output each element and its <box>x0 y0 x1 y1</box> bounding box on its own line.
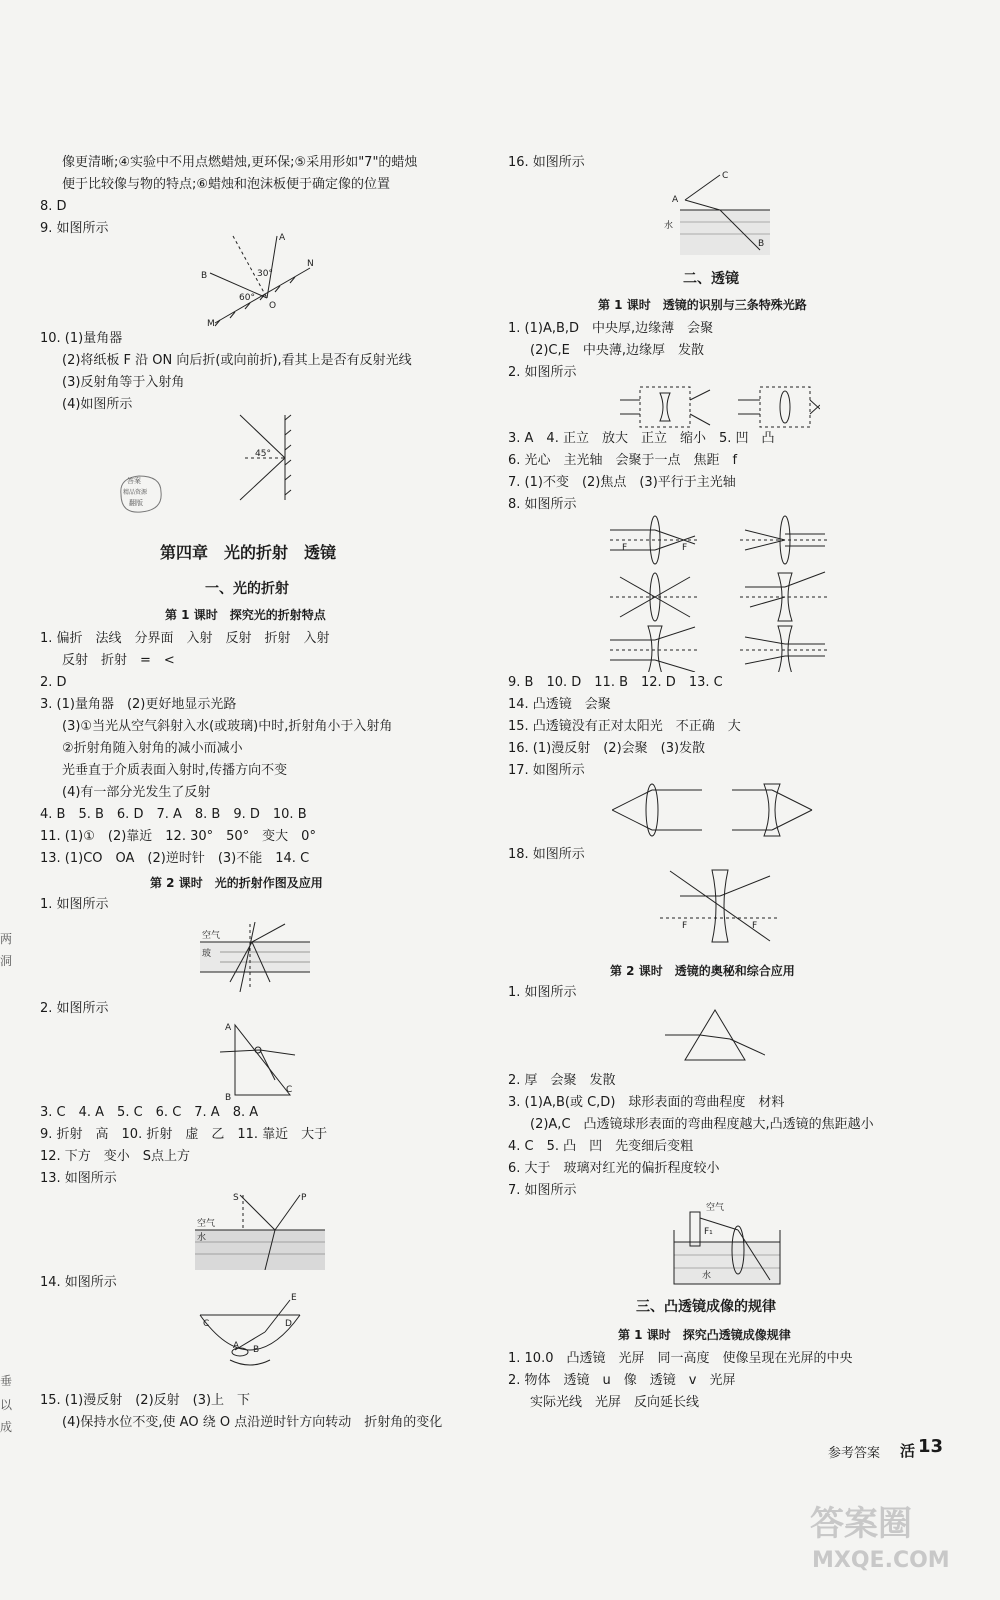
focus-label: F <box>752 921 758 931</box>
answer-line: 16. (1)漫反射 (2)会聚 (3)发散 <box>508 741 706 756</box>
margin-fragment: 洞 <box>0 954 13 968</box>
svg-text:N: N <box>307 259 314 269</box>
svg-text:C: C <box>286 1085 293 1095</box>
answer-line: 13. (1)CO OA (2)逆时针 (3)不能 14. C <box>40 851 310 866</box>
watermark-logo: 答案圈 <box>810 1504 912 1544</box>
answer-line: 像更清晰;④实验中不用点燃蜡烛,更环保;⑤采用形如"7"的蜡烛 <box>62 155 418 170</box>
answer-line: 3. (1)量角器 (2)更好地显示光路 <box>40 697 237 712</box>
answer-line: (2)将纸板 F 沿 ON 向后折(或向前折),看其上是否有反射光线 <box>62 353 412 368</box>
answer-line: 3. (1)A,B(或 C,D) 球形表面的弯曲程度 材料 <box>508 1095 785 1110</box>
figure-right-prism <box>220 1020 300 1100</box>
watermark-url: MXQE.COM <box>812 1548 950 1573</box>
focus-label: F <box>622 543 628 553</box>
lesson-title: 第 2 课时 透镜的奥秘和综合应用 <box>610 964 795 978</box>
answer-line: 1. 如图所示 <box>508 985 577 1000</box>
answer-line: 光垂直于介质表面入射时,传播方向不变 <box>62 763 288 778</box>
svg-text:S: S <box>233 1193 239 1203</box>
answer-line: (2)A,C 凸透镜球形表面的弯曲程度越大,凸透镜的焦距越小 <box>530 1117 874 1132</box>
svg-text:A: A <box>225 1023 232 1033</box>
air-label: 空气 <box>202 931 221 941</box>
figure-lens-boxes-17 <box>612 780 832 840</box>
svg-text:C: C <box>722 171 729 181</box>
svg-text:D: D <box>285 1319 292 1329</box>
answer-line: (4)有一部分光发生了反射 <box>62 785 211 800</box>
figure-diverging-lens-18 <box>660 866 780 946</box>
figure-triangular-prism <box>665 1005 765 1065</box>
figure-water-refraction-S-P <box>195 1190 325 1270</box>
svg-text:30°: 30° <box>257 269 273 279</box>
answer-line: 9. B 10. D 11. B 12. D 13. C <box>508 675 723 690</box>
answer-line: 1. 偏折 法线 分界面 入射 反射 折射 入射 <box>40 631 330 646</box>
lesson-title: 第 1 课时 探究光的折射特点 <box>165 608 326 622</box>
answer-line: 1. 如图所示 <box>40 897 109 912</box>
answer-line: 13. 如图所示 <box>40 1171 117 1186</box>
margin-fragment: 以 <box>0 1398 13 1412</box>
svg-text:A: A <box>279 233 286 243</box>
svg-text:P: P <box>301 1193 307 1203</box>
figure-water-ray <box>660 170 770 255</box>
answer-line: 2. 如图所示 <box>508 365 577 380</box>
stamp-text: 答案 <box>127 477 141 485</box>
answer-line: 15. 凸透镜没有正对太阳光 不正确 大 <box>508 719 741 734</box>
answer-line: 4. B 5. B 6. D 7. A 8. B 9. D 10. B <box>40 807 307 822</box>
figure-lens-boxes <box>620 385 820 430</box>
margin-fragment: 垂 <box>0 1374 13 1388</box>
figure-special-rays <box>610 512 830 672</box>
chapter-title: 第四章 光的折射 透镜 <box>160 543 337 562</box>
stamp-text: 精品资源 <box>123 489 148 496</box>
answer-line: 2. 如图所示 <box>40 1001 109 1016</box>
answer-line: 17. 如图所示 <box>508 763 585 778</box>
lesson-title: 第 1 课时 探究凸透镜成像规律 <box>618 1328 791 1342</box>
answer-line: (4)如图所示 <box>62 397 133 412</box>
svg-text:B: B <box>758 239 765 249</box>
focus-label: F <box>682 543 688 553</box>
figure-glass-slab-refraction <box>200 922 310 992</box>
answer-line: 11. (1)① (2)靠近 12. 30° 50° 变大 0° <box>40 829 316 844</box>
svg-text:A: A <box>672 195 679 205</box>
glass-label: 玻 <box>202 949 212 959</box>
svg-text:M: M <box>207 319 215 328</box>
answer-stamp <box>115 472 165 520</box>
margin-fragment: 两 <box>0 932 13 946</box>
answer-line: 12. 下方 变小 S点上方 <box>40 1149 191 1164</box>
answer-line: 9. 折射 高 10. 折射 虚 乙 11. 靠近 大于 <box>40 1127 328 1142</box>
section-title: 三、凸透镜成像的规律 <box>636 1299 776 1315</box>
answer-line: 14. 凸透镜 会聚 <box>508 697 611 712</box>
air-label: 空气 <box>197 1219 216 1229</box>
air-label: 空气 <box>706 1203 725 1213</box>
svg-text:E: E <box>291 1293 297 1303</box>
answer-line: 9. 如图所示 <box>40 221 109 236</box>
svg-text:B: B <box>253 1345 260 1355</box>
page-prefix: 活 <box>900 1442 916 1460</box>
water-label: 水 <box>702 1271 712 1281</box>
figure-plane-mirror-45 <box>225 410 305 505</box>
answer-line: (3)反射角等于入射角 <box>62 375 185 390</box>
answer-line: 8. 如图所示 <box>508 497 577 512</box>
lesson-title: 第 1 课时 透镜的识别与三条特殊光路 <box>598 298 807 312</box>
svg-text:B: B <box>201 271 208 281</box>
answer-line: 16. 如图所示 <box>508 155 585 170</box>
answer-line: 2. D <box>40 675 67 690</box>
answer-line: 10. (1)量角器 <box>40 331 123 346</box>
focus-label: F₁ <box>704 1227 713 1237</box>
answer-line: 18. 如图所示 <box>508 847 585 862</box>
svg-text:B: B <box>225 1093 232 1100</box>
answer-line: (2)C,E 中央薄,边缘厚 发散 <box>530 343 704 358</box>
svg-text:O: O <box>269 301 277 311</box>
answer-line: 1. 10.0 凸透镜 光屏 同一高度 使像呈现在光屏的中央 <box>508 1351 853 1366</box>
answer-line: 便于比较像与物的特点;⑥蜡烛和泡沫板便于确定像的位置 <box>62 177 391 192</box>
answer-line: (3)①当光从空气斜射入水(或玻璃)中时,折射角小于入射角 <box>62 719 393 734</box>
answer-line: 4. C 5. 凸 凹 先变细后变粗 <box>508 1139 694 1154</box>
figure-bowl-coin <box>195 1290 305 1370</box>
answer-line: 7. 如图所示 <box>508 1183 577 1198</box>
lesson-title: 第 2 课时 光的折射作图及应用 <box>150 876 323 890</box>
answer-line: 8. D <box>40 199 67 214</box>
answer-line: 2. 厚 会聚 发散 <box>508 1073 616 1088</box>
svg-text:C: C <box>203 1319 210 1329</box>
answer-line: 反射 折射 = < <box>62 653 175 668</box>
figure-mirror-reflection <box>195 228 325 328</box>
section-title: 二、透镜 <box>683 271 739 287</box>
answer-line: 3. C 4. A 5. C 6. C 7. A 8. A <box>40 1105 259 1120</box>
answer-line: 6. 大于 玻璃对红光的偏折程度较小 <box>508 1161 720 1176</box>
water-label: 水 <box>197 1233 207 1243</box>
section-title: 一、光的折射 <box>205 581 289 597</box>
answer-line: 3. A 4. 正立 放大 正立 缩小 5. 凹 凸 <box>508 431 775 446</box>
svg-text:A: A <box>233 1341 240 1351</box>
stamp-text: 翻版 <box>129 499 143 507</box>
answer-line: 实际光线 光屏 反向延长线 <box>530 1395 700 1410</box>
focus-label: F <box>682 921 688 931</box>
page-number: 13 <box>918 1436 944 1457</box>
answer-line: 6. 光心 主光轴 会聚于一点 焦距 f <box>508 453 738 468</box>
figure-tank-lens <box>672 1200 782 1288</box>
answer-line: (4)保持水位不变,使 AO 绕 O 点沿逆时针方向转动 折射角的变化 <box>62 1415 443 1430</box>
answer-line: 1. (1)A,B,D 中央厚,边缘薄 会聚 <box>508 321 714 336</box>
answer-line: 15. (1)漫反射 (2)反射 (3)上 下 <box>40 1393 251 1408</box>
answer-line: 2. 物体 透镜 u 像 透镜 v 光屏 <box>508 1373 736 1388</box>
answer-line: 7. (1)不变 (2)焦点 (3)平行于主光轴 <box>508 475 736 490</box>
svg-text:45°: 45° <box>255 449 271 459</box>
water-label: 水 <box>664 221 674 231</box>
footer-label: 参考答案 <box>828 1446 881 1461</box>
svg-text:60°: 60° <box>239 293 255 303</box>
answer-line: ②折射角随入射角的减小而减小 <box>62 741 243 756</box>
answer-line: 14. 如图所示 <box>40 1275 117 1290</box>
margin-fragment: 成 <box>0 1420 13 1434</box>
